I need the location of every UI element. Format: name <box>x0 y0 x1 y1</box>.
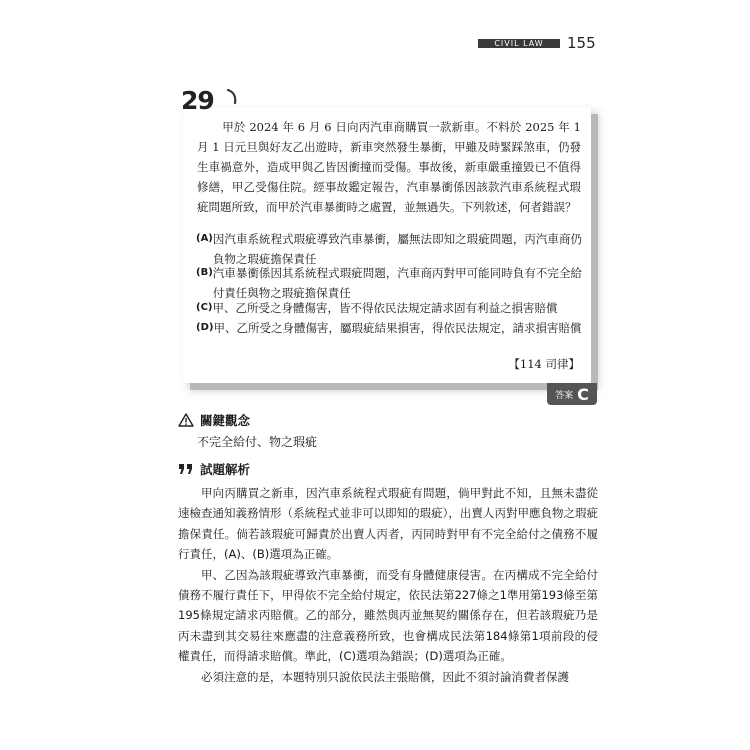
option-text: 汽車暴衝係因其系統程式瑕疵問題，汽車商丙對甲可能同時負有不完全給付責任與物之瑕疵擔保責任 <box>212 266 582 300</box>
question-stem: 甲於 2024 年 6 月 6 日向丙汽車商購買一款新車。不料於 2025 年 1 月 1 日元旦與好友乙出遊時，新車突然發生暴衝，甲雖及時緊踩煞車，仍發生車禍意外，造成甲與乙皆因衝撞而受傷。事故後，新車嚴重撞毀已不值得修繕，甲乙受傷住院。經事故鑑定報告，汽車暴衝係因該款汽車系統程式瑕疵問題所致，而甲於汽車暴衝時之處置，並無過失。下列敘述，何者錯誤？ <box>197 120 581 214</box>
analysis-heading <box>178 460 250 478</box>
answer-value: C <box>577 384 589 404</box>
question-number: 29 <box>181 86 214 115</box>
answer-label: 答案 <box>555 390 574 401</box>
option-b <box>196 263 582 303</box>
option-mark: (B) <box>196 267 213 278</box>
analysis-title: 試題解析 <box>200 462 251 477</box>
option-c <box>196 298 582 318</box>
analysis-paragraph: 甲、乙因為該瑕疵導致汽車暴衝，而受有身體健康侵害。在丙構成不完全給付債務不履行責任下，甲得依不完全給付規定，依民法第227條之1準用第193條至第195條規定請求丙賠償。乙的部分，雖然與丙並無契約關係存在，但若該瑕疵乃是丙未盡到其交易往來應盡的注意義務所致，也會構成民法第184條第1項前段的侵權責任，而得請求賠償。準此，(C)選項為錯誤；(D)選項為正確。 <box>178 567 598 664</box>
exam-source-tag: 【114 司律】 <box>508 357 580 371</box>
option-text: 甲、乙所受之身體傷害，皆不得依民法規定請求固有利益之損害賠償 <box>212 301 558 315</box>
analysis-paragraph: 必須注意的是，本題特別只說依民法主張賠償，因此不須討論消費者保護 <box>201 669 569 684</box>
swoosh-icon <box>226 88 238 104</box>
page-number: 155 <box>567 34 596 52</box>
option-text: 甲、乙所受之身體傷害，屬瑕疵結果損害，得依民法規定，請求損害賠償 <box>213 321 582 335</box>
key-concept-heading <box>178 411 250 429</box>
quote-marks-icon <box>178 463 194 475</box>
option-text: 因汽車系統程式瑕疵導致汽車暴衝，屬無法即知之瑕疵問題，丙汽車商仍負物之瑕疵擔保責任 <box>212 232 582 266</box>
key-concept-title: 關鍵觀念 <box>200 413 251 428</box>
running-header-section: CIVIL LAW <box>478 39 560 48</box>
option-d <box>196 318 582 338</box>
warning-triangle-icon <box>178 413 194 427</box>
answer-badge <box>547 383 597 405</box>
option-mark: (C) <box>196 302 213 313</box>
key-concept-text: 不完全給付、物之瑕疵 <box>197 435 318 449</box>
option-mark: (A) <box>196 233 213 244</box>
option-mark: (D) <box>196 322 214 333</box>
analysis-paragraph: 甲向丙購買之新車，因汽車系統程式瑕疵有問題，倘甲對此不知，且無未盡從速檢查通知義務情形（系統程式並非可以即知的瑕疵），出賣人丙對甲應負物之瑕疵擔保責任。倘若該瑕疵可歸責於出賣人丙者，丙同時對甲有不完全給付之債務不履行責任，(A)、(B)選項為正確。 <box>178 486 598 562</box>
analysis-body <box>178 483 598 687</box>
